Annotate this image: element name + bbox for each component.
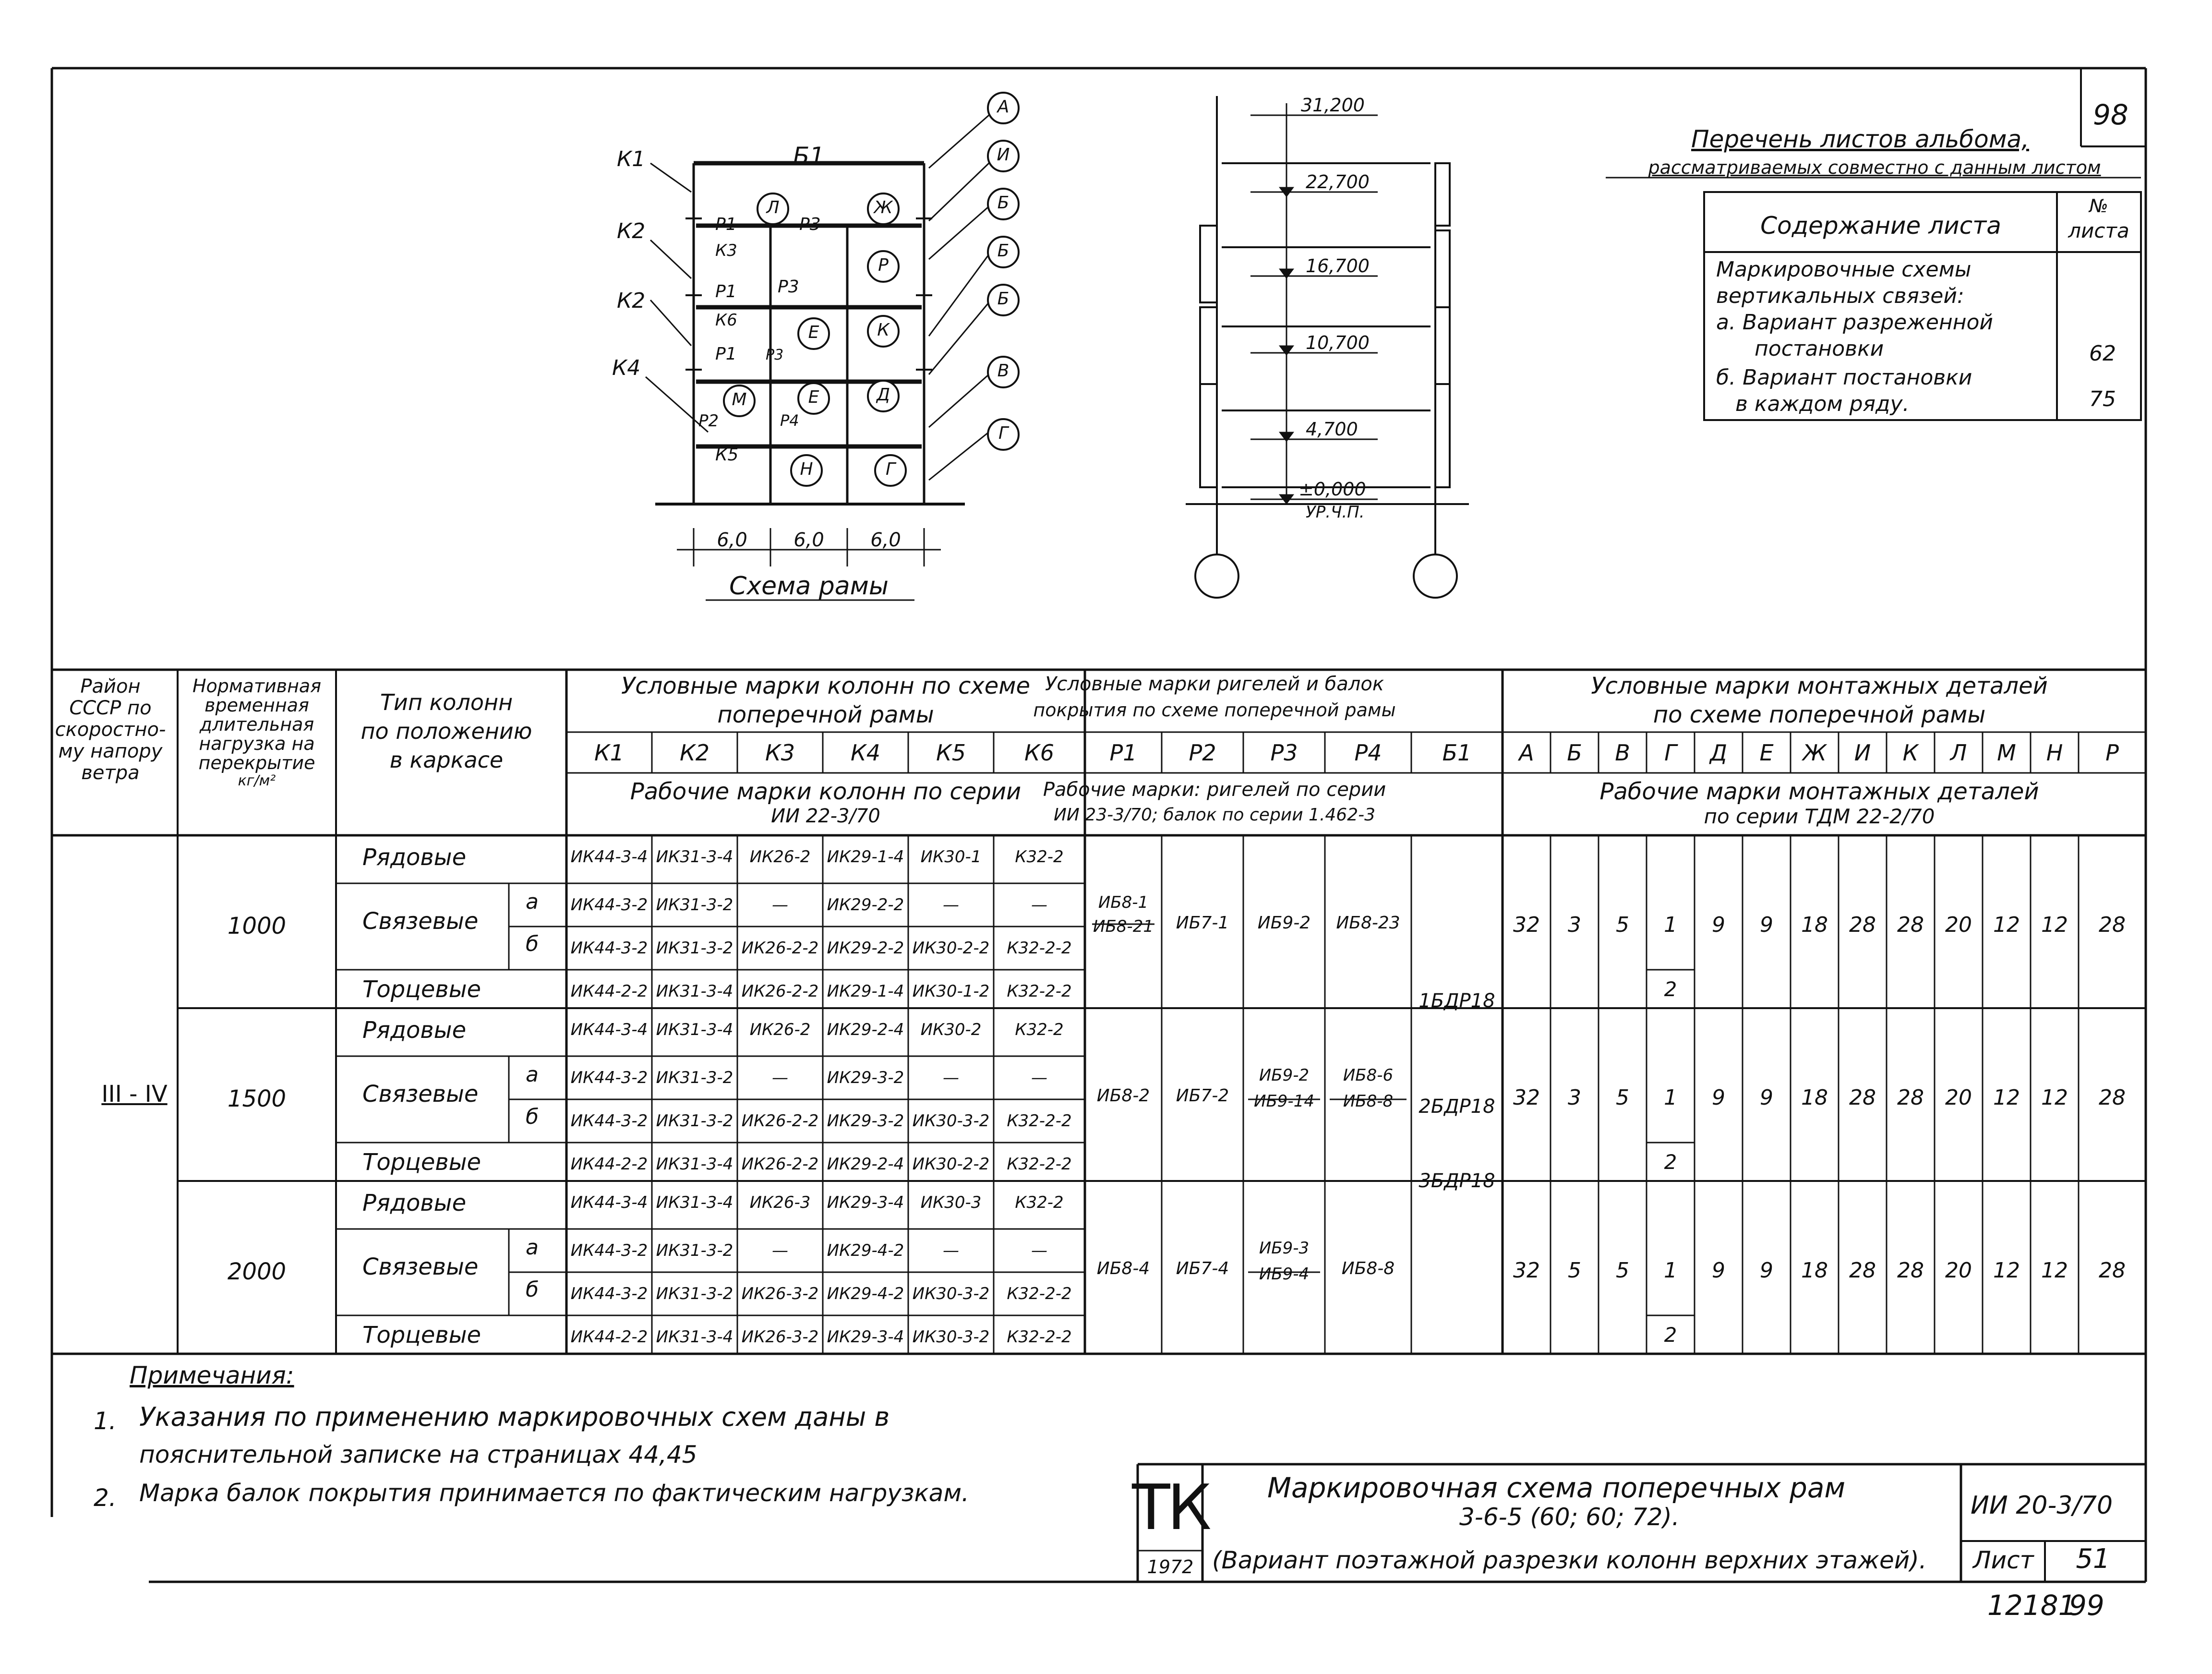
circle-label: Б bbox=[997, 193, 1010, 213]
detail-cell: 12 bbox=[1993, 1258, 2020, 1283]
header-detail-work: Рабочие марки монтажных деталей bbox=[1599, 778, 2039, 805]
table-cell: ИК29-3-4 bbox=[827, 1327, 904, 1347]
detail-code: Ж bbox=[1803, 740, 1827, 766]
drawing-title: Маркировочная схема поперечных рам bbox=[1267, 1471, 1846, 1504]
table-cell: ИК29-1-4 bbox=[827, 982, 904, 1001]
table-cell: ИК31-3-4 bbox=[656, 1193, 733, 1212]
beam-label: Р3 bbox=[778, 277, 799, 297]
header-load: перекрытие bbox=[198, 752, 315, 773]
detail-code: К bbox=[1902, 740, 1919, 766]
beam-code: Р3 bbox=[1270, 740, 1298, 766]
circle-label: Ж bbox=[874, 198, 893, 217]
detail-cell: 28 bbox=[2099, 1085, 2126, 1110]
note-text: Указания по применению маркировочных схем даны в bbox=[139, 1402, 890, 1432]
table-cell: ИК30-2-2 bbox=[912, 939, 990, 958]
column-code: К1 bbox=[594, 740, 624, 766]
circle-label: А bbox=[997, 97, 1010, 117]
detail-cell: 32 bbox=[1513, 1258, 1540, 1283]
detail-cell: 12 bbox=[2041, 1258, 2068, 1283]
beam-cell: ИБ9-2 bbox=[1257, 913, 1311, 933]
table-cell: ИК44-2-2 bbox=[570, 982, 648, 1001]
detail-code: Е bbox=[1759, 740, 1774, 766]
table-cell: ИК44-2-2 bbox=[570, 1155, 648, 1174]
span-dimension: 6,0 bbox=[717, 529, 747, 551]
top-beam-label: Б1 bbox=[793, 142, 825, 170]
elevation-label: УР.Ч.П. bbox=[1306, 503, 1365, 522]
table-cell: ИК29-3-2 bbox=[827, 1068, 904, 1087]
beam-label: Р1 bbox=[715, 282, 737, 301]
detail-code: Б bbox=[1567, 740, 1582, 766]
detail-code: В bbox=[1615, 740, 1630, 766]
table-cell: ИК26-2-2 bbox=[741, 1155, 819, 1174]
table-cell: ИК26-3 bbox=[749, 1193, 811, 1212]
elevation-label: 10,700 bbox=[1306, 332, 1370, 353]
beam-label: Р2 bbox=[698, 411, 719, 431]
elevation-label: 16,700 bbox=[1306, 255, 1370, 277]
detail-cell: 18 bbox=[1801, 913, 1828, 937]
header-column-type: по положению bbox=[361, 718, 532, 744]
beam-label: Р1 bbox=[715, 215, 737, 234]
column-label: К1 bbox=[617, 147, 646, 171]
table-cell: К32-2 bbox=[1015, 1193, 1064, 1212]
table-cell: К32-2-2 bbox=[1007, 1111, 1072, 1131]
beam-cell: ИБ8-8 bbox=[1343, 1092, 1394, 1111]
detail-cell: 12 bbox=[1993, 1085, 2020, 1110]
circle-label: Л bbox=[766, 198, 780, 217]
table-cell: ИК31-3-2 bbox=[656, 1284, 733, 1303]
header-region: му напору bbox=[58, 740, 163, 762]
table-cell: ИК26-3-2 bbox=[741, 1284, 819, 1303]
header-column-type: в каркасе bbox=[389, 747, 504, 773]
row-type: Рядовые bbox=[362, 1017, 467, 1044]
header-region: скоростно- bbox=[55, 719, 166, 741]
table-cell: ИК44-3-4 bbox=[570, 1020, 648, 1039]
table-cell: К32-2-2 bbox=[1007, 1155, 1072, 1174]
detail-cell: 12 bbox=[2041, 913, 2068, 937]
row-type: Рядовые bbox=[362, 1190, 467, 1216]
album-header-no: листа bbox=[2068, 219, 2129, 242]
table-cell: ИК26-2 bbox=[749, 1020, 811, 1039]
detail-code: М bbox=[1997, 740, 2016, 766]
beam-cell: ИБ8-21 bbox=[1093, 917, 1154, 936]
table-cell: — bbox=[772, 1241, 788, 1260]
beam-label: К5 bbox=[715, 445, 739, 465]
beam-cell: ИБ8-8 bbox=[1341, 1259, 1395, 1278]
table-cell: ИК30-1-2 bbox=[912, 982, 990, 1001]
row-subtype: б bbox=[526, 932, 539, 956]
table-cell: ИК29-1-4 bbox=[827, 847, 904, 867]
beam-label: Р4 bbox=[780, 411, 799, 430]
table-cell: ИК31-3-2 bbox=[656, 1241, 733, 1260]
detail-code: А bbox=[1519, 740, 1534, 766]
table-cell: ИК26-3-2 bbox=[741, 1327, 819, 1347]
load-value: 1000 bbox=[227, 913, 287, 939]
beam-cell: ИБ8-2 bbox=[1096, 1086, 1150, 1106]
detail-cell: 9 bbox=[1760, 913, 1773, 937]
table-cell: ИК44-3-2 bbox=[570, 939, 648, 958]
table-cell: ИК29-2-2 bbox=[827, 895, 904, 915]
table-cell: — bbox=[1031, 1241, 1047, 1260]
detail-cell: 28 bbox=[1849, 1085, 1876, 1110]
detail-cell: 32 bbox=[1513, 1085, 1540, 1110]
detail-cell: 28 bbox=[1897, 1258, 1924, 1283]
detail-cell: 28 bbox=[2099, 1258, 2126, 1283]
table-cell: К32-2 bbox=[1015, 847, 1064, 867]
table-cell: К32-2-2 bbox=[1007, 1284, 1072, 1303]
notes-title: Примечания: bbox=[130, 1361, 294, 1389]
album-line: б. Вариант постановки bbox=[1716, 365, 1972, 390]
header-load: нагрузка на bbox=[199, 733, 315, 754]
header-region: Район bbox=[80, 675, 141, 698]
detail-cell: 12 bbox=[2041, 1085, 2068, 1110]
detail-cell: 20 bbox=[1945, 1085, 1972, 1110]
span-dimension: 6,0 bbox=[793, 529, 824, 551]
page-number: 98 bbox=[2093, 98, 2128, 131]
table-cell: — bbox=[1031, 895, 1047, 915]
detail-cell: 28 bbox=[1897, 913, 1924, 937]
table-cell: ИК30-2 bbox=[920, 1020, 982, 1039]
frame-scheme-title: Схема рамы bbox=[729, 572, 889, 601]
table-cell: ИК31-3-4 bbox=[656, 1155, 733, 1174]
bottom-number: 12181 bbox=[1987, 1589, 2076, 1622]
row-type: Связевые bbox=[362, 1253, 479, 1280]
table-cell: ИК30-1 bbox=[920, 847, 982, 867]
album-sheet-no: 75 bbox=[2089, 387, 2116, 411]
beam-cell: ИБ7-4 bbox=[1176, 1259, 1229, 1278]
beam-cell: ИБ9-14 bbox=[1254, 1092, 1314, 1111]
sheet-number: 51 bbox=[2076, 1543, 2110, 1575]
detail-cell: 5 bbox=[1568, 1258, 1581, 1283]
header-detail-marks: Условные марки монтажных деталей bbox=[1591, 673, 2048, 699]
detail-cell: 2 bbox=[1664, 977, 1677, 1001]
detail-cell: 1 bbox=[1664, 1085, 1677, 1110]
table-cell: ИК26-2 bbox=[749, 847, 811, 867]
table-cell: К32-2-2 bbox=[1007, 982, 1072, 1001]
header-load: кг/м² bbox=[238, 772, 276, 789]
album-header-no: № bbox=[2089, 195, 2108, 217]
detail-cell: 9 bbox=[1712, 913, 1725, 937]
album-sheet-no: 62 bbox=[2089, 341, 2116, 366]
column-code: К3 bbox=[765, 740, 795, 766]
album-list-title: Перечень листов альбома, bbox=[1691, 125, 2029, 153]
header-beam-marks: покрытия по схеме поперечной рамы bbox=[1033, 699, 1396, 721]
detail-cell: 12 bbox=[1993, 913, 2020, 937]
beam-cell: ИБ9-3 bbox=[1259, 1239, 1310, 1258]
table-cell: ИК26-2-2 bbox=[741, 939, 819, 958]
detail-cell: 2 bbox=[1664, 1323, 1677, 1347]
detail-cell: 1 bbox=[1664, 913, 1677, 937]
table-cell: ИК31-3-4 bbox=[656, 1020, 733, 1039]
beam-code: Р1 bbox=[1109, 740, 1137, 766]
table-cell: ИК44-3-2 bbox=[570, 1111, 648, 1131]
table-cell: ИК29-3-4 bbox=[827, 1193, 904, 1212]
row-subtype: а bbox=[526, 890, 539, 914]
table-cell: — bbox=[1031, 1068, 1047, 1087]
detail-cell: 5 bbox=[1616, 1258, 1629, 1283]
detail-cell: 28 bbox=[1897, 1085, 1924, 1110]
table-cell: ИК31-3-2 bbox=[656, 1111, 733, 1131]
note-text: Марка балок покрытия принимается по фактическим нагрузкам. bbox=[139, 1479, 969, 1507]
column-label: К2 bbox=[617, 219, 646, 243]
table-cell: ИК30-3-2 bbox=[912, 1111, 990, 1131]
album-line: а. Вариант разреженной bbox=[1716, 310, 1994, 335]
load-value: 1500 bbox=[227, 1085, 287, 1112]
detail-code: Р bbox=[2105, 740, 2119, 766]
circle-label: Г bbox=[998, 423, 1009, 443]
header-detail-marks: по схеме поперечной рамы bbox=[1653, 701, 1986, 728]
detail-cell: 2 bbox=[1664, 1150, 1677, 1174]
beam-label: К3 bbox=[715, 241, 737, 260]
table-cell: — bbox=[772, 895, 788, 915]
row-subtype: б bbox=[526, 1277, 539, 1302]
detail-cell: 20 bbox=[1945, 913, 1972, 937]
header-detail-work: по серии ТДМ 22-2/70 bbox=[1704, 805, 1935, 828]
column-code: К2 bbox=[680, 740, 709, 766]
detail-cell: 28 bbox=[1849, 913, 1876, 937]
header-col-work: Рабочие марки колонн по серии bbox=[630, 778, 1022, 805]
header-col-marks: поперечной рамы bbox=[717, 701, 934, 728]
beam-cell: ИБ9-4 bbox=[1259, 1265, 1310, 1284]
beam-cell: 3БДР18 bbox=[1419, 1170, 1495, 1192]
table-cell: ИК29-2-2 bbox=[827, 939, 904, 958]
table-cell: ИК31-3-4 bbox=[656, 1327, 733, 1347]
span-dimension: 6,0 bbox=[870, 529, 901, 551]
note-number: 1. bbox=[94, 1407, 117, 1435]
detail-cell: 5 bbox=[1616, 913, 1629, 937]
detail-cell: 9 bbox=[1712, 1085, 1725, 1110]
beam-label: Р3 bbox=[766, 347, 784, 363]
header-load: Нормативная bbox=[192, 675, 322, 697]
table-cell: ИК29-2-4 bbox=[827, 1155, 904, 1174]
table-cell: ИК26-2-2 bbox=[741, 982, 819, 1001]
detail-cell: 3 bbox=[1568, 1085, 1581, 1110]
region-value: III - IV bbox=[101, 1081, 168, 1108]
circle-label: Е bbox=[808, 387, 819, 407]
beam-cell: 2БДР18 bbox=[1419, 1096, 1495, 1118]
table-cell: К32-2-2 bbox=[1007, 1327, 1072, 1347]
column-code: К4 bbox=[851, 740, 880, 766]
elevation-label: 22,700 bbox=[1306, 171, 1370, 193]
table-cell: ИК44-3-2 bbox=[570, 1068, 648, 1087]
beam-cell: ИБ8-23 bbox=[1336, 913, 1400, 933]
column-code: К6 bbox=[1024, 740, 1054, 766]
elevation-label: 31,200 bbox=[1301, 95, 1365, 116]
detail-code: Г bbox=[1664, 740, 1677, 766]
header-col-work: ИИ 22-3/70 bbox=[771, 805, 880, 827]
bottom-number: 99 bbox=[2069, 1589, 2104, 1622]
table-cell: ИК29-4-2 bbox=[827, 1284, 904, 1303]
table-cell: — bbox=[943, 895, 959, 915]
table-cell: ИК44-3-2 bbox=[570, 1284, 648, 1303]
table-cell: ИК31-3-2 bbox=[656, 895, 733, 915]
table-cell: ИК29-4-2 bbox=[827, 1241, 904, 1260]
header-load: временная bbox=[204, 695, 309, 716]
beam-cell: 1БДР18 bbox=[1419, 990, 1495, 1012]
detail-code: И bbox=[1854, 740, 1871, 766]
header-beam-work: ИИ 23-3/70; балок по серии 1.462-3 bbox=[1054, 805, 1375, 825]
circle-label: Р bbox=[878, 255, 889, 275]
detail-cell: 3 bbox=[1568, 913, 1581, 937]
table-cell: ИК31-3-4 bbox=[656, 982, 733, 1001]
sheet-label: Лист bbox=[1973, 1546, 2034, 1574]
album-line: в каждом ряду. bbox=[1735, 392, 1910, 416]
detail-cell: 28 bbox=[2099, 913, 2126, 937]
beam-code: Б1 bbox=[1442, 740, 1472, 766]
beam-cell: ИБ8-4 bbox=[1096, 1259, 1150, 1278]
header-beam-work: Рабочие марки: ригелей по серии bbox=[1043, 779, 1386, 801]
table-cell: ИК31-3-4 bbox=[656, 847, 733, 867]
row-type: Связевые bbox=[362, 908, 479, 935]
table-cell: ИК30-3-2 bbox=[912, 1284, 990, 1303]
album-line: вертикальных связей: bbox=[1716, 284, 1964, 308]
detail-cell: 32 bbox=[1513, 913, 1540, 937]
detail-cell: 9 bbox=[1760, 1085, 1773, 1110]
beam-label: К6 bbox=[715, 311, 737, 330]
detail-cell: 1 bbox=[1664, 1258, 1677, 1283]
header-column-type: Тип колонн bbox=[380, 689, 513, 715]
album-line: Маркировочные схемы bbox=[1716, 257, 1972, 282]
elevation-label: 4,700 bbox=[1306, 419, 1358, 440]
table-cell: ИК29-2-4 bbox=[827, 1020, 904, 1039]
table-cell: — bbox=[772, 1068, 788, 1087]
header-col-marks: Условные марки колонн по схеме bbox=[621, 673, 1031, 699]
note-number: 2. bbox=[94, 1484, 117, 1512]
table-cell: — bbox=[943, 1068, 959, 1087]
table-cell: ИК44-3-2 bbox=[570, 1241, 648, 1260]
circle-label: Б bbox=[997, 289, 1010, 309]
detail-cell: 18 bbox=[1801, 1258, 1828, 1283]
table-cell: ИК44-2-2 bbox=[570, 1327, 648, 1347]
row-type: Торцевые bbox=[362, 1322, 481, 1349]
table-cell: К32-2-2 bbox=[1007, 939, 1072, 958]
row-type: Рядовые bbox=[362, 844, 467, 871]
circle-label: Н bbox=[800, 459, 813, 479]
header-region: ветра bbox=[81, 762, 140, 784]
row-type: Связевые bbox=[362, 1081, 479, 1108]
detail-cell: 20 bbox=[1945, 1258, 1972, 1283]
header-beam-marks: Условные марки ригелей и балок bbox=[1045, 673, 1384, 695]
row-subtype: а bbox=[526, 1062, 539, 1087]
album-header-content: Содержание листа bbox=[1760, 212, 2001, 240]
column-label: К4 bbox=[612, 356, 641, 380]
beam-cell: ИБ8-1 bbox=[1098, 893, 1149, 912]
detail-cell: 18 bbox=[1801, 1085, 1828, 1110]
detail-code: Н bbox=[2046, 740, 2063, 766]
elevation-label: ±0,000 bbox=[1298, 479, 1366, 500]
circle-label: И bbox=[997, 145, 1010, 165]
detail-cell: 9 bbox=[1760, 1258, 1773, 1283]
note-text: пояснительной записке на страницах 44,45 bbox=[139, 1441, 697, 1469]
row-type: Торцевые bbox=[362, 1149, 481, 1176]
table-cell: ИК30-2-2 bbox=[912, 1155, 990, 1174]
table-cell: К32-2 bbox=[1015, 1020, 1064, 1039]
column-label: К2 bbox=[617, 289, 646, 313]
beam-cell: ИБ8-6 bbox=[1343, 1066, 1394, 1085]
row-type: Торцевые bbox=[362, 976, 481, 1003]
table-cell: — bbox=[943, 1241, 959, 1260]
row-subtype: б bbox=[526, 1105, 539, 1129]
beam-code: Р2 bbox=[1189, 740, 1216, 766]
header-region: СССР по bbox=[69, 697, 152, 719]
detail-cell: 5 bbox=[1616, 1085, 1629, 1110]
circle-label: М bbox=[732, 390, 747, 409]
detail-code: Д bbox=[1710, 740, 1727, 766]
table-cell: ИК30-3-2 bbox=[912, 1327, 990, 1347]
beam-label: Р1 bbox=[715, 344, 737, 364]
circle-label: Е bbox=[808, 323, 819, 342]
detail-code: Л bbox=[1950, 740, 1967, 766]
detail-cell: 9 bbox=[1712, 1258, 1725, 1283]
circle-label: Г bbox=[885, 459, 896, 479]
table-cell: ИК44-3-4 bbox=[570, 1193, 648, 1212]
circle-label: Б bbox=[997, 241, 1010, 261]
column-code: К5 bbox=[936, 740, 966, 766]
table-cell: ИК31-3-2 bbox=[656, 1068, 733, 1087]
beam-cell: ИБ9-2 bbox=[1259, 1066, 1310, 1085]
table-cell: ИК30-3 bbox=[920, 1193, 982, 1212]
album-line: постановки bbox=[1755, 337, 1884, 361]
beam-cell: ИБ7-2 bbox=[1176, 1086, 1229, 1106]
drawing-title: (Вариант поэтажной разрезки колонн верхних этажей). bbox=[1212, 1546, 1927, 1574]
table-cell: ИК44-3-4 bbox=[570, 847, 648, 867]
table-cell: ИК26-2-2 bbox=[741, 1111, 819, 1131]
table-cell: ИК29-3-2 bbox=[827, 1111, 904, 1131]
beam-cell: ИБ7-1 bbox=[1176, 913, 1229, 933]
beam-label: Р3 bbox=[799, 215, 821, 234]
title-year: 1972 bbox=[1147, 1556, 1194, 1578]
header-load: длительная bbox=[199, 714, 314, 735]
beam-code: Р4 bbox=[1354, 740, 1382, 766]
series-code: ИИ 20-3/70 bbox=[1971, 1491, 2113, 1520]
album-list-subtitle: рассматриваемых совместно с данным листом bbox=[1648, 157, 2101, 178]
circle-label: К bbox=[877, 320, 890, 340]
table-cell: ИК31-3-2 bbox=[656, 939, 733, 958]
tk-logo: ТК bbox=[1132, 1471, 1209, 1544]
row-subtype: а bbox=[526, 1235, 539, 1260]
circle-label: Д bbox=[876, 385, 890, 405]
drawing-title: 3-6-5 (60; 60; 72). bbox=[1459, 1503, 1680, 1531]
table-cell: ИК44-3-2 bbox=[570, 895, 648, 915]
detail-cell: 28 bbox=[1849, 1258, 1876, 1283]
circle-label: В bbox=[997, 361, 1010, 381]
load-value: 2000 bbox=[227, 1258, 287, 1285]
